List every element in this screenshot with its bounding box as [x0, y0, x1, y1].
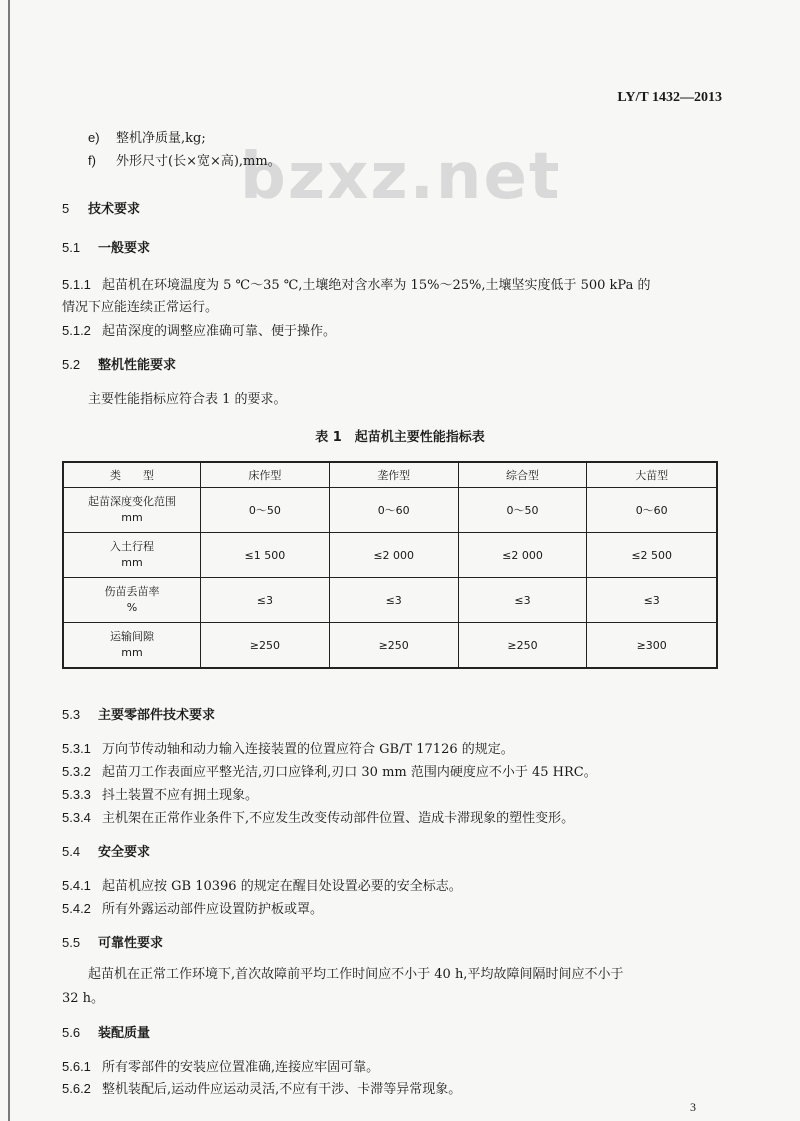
list-text: 整机净质量,kg; [116, 131, 206, 146]
standard-number: LY/T 1432—2013 [617, 90, 722, 105]
section-heading-5-6: 5.6 装配质量 [62, 1025, 151, 1041]
performance-table [62, 461, 718, 669]
clause-5-3-1: 5.3.1 万向节传动轴和动力输入连接装置的位置应符合 GB/T 17126 的规定。 [62, 741, 514, 757]
row-header: 伤苗丢苗率 % [63, 578, 201, 623]
row-header: 起苗深度变化范围 mm [63, 488, 201, 533]
table-cell: ≤2 500 [587, 533, 717, 578]
table-header-cell: 垄作型 [329, 462, 458, 488]
scan-edge-rule [8, 0, 10, 1121]
clause-5-4-1: 5.4.1 起苗机应按 GB 10396 的规定在醒目处设置必要的安全标志。 [62, 878, 462, 894]
section-heading-5-5: 5.5 可靠性要求 [62, 935, 164, 951]
table-cell: ≤3 [458, 578, 587, 623]
clause-5-1-2: 5.1.2 起苗深度的调整应准确可靠、便于操作。 [62, 323, 337, 339]
clause-5-4-2: 5.4.2 所有外露运动部件应设置防护板或罩。 [62, 901, 324, 917]
row-header: 入土行程 mm [63, 533, 201, 578]
section-heading-5-1: 5.1 一般要求 [62, 240, 151, 256]
clause-5-6-1: 5.6.1 所有零部件的安装应位置准确,连接应牢固可靠。 [62, 1059, 380, 1075]
table-cell: ≥250 [329, 623, 458, 669]
clause-5-1-1: 5.1.1 起苗机在环境温度为 5 ℃～35 ℃,土壤绝对含水率为 15%～25%,土壤坚实度低于 500 kPa 的 [62, 277, 651, 293]
section-heading-5-3: 5.3 主要零部件技术要求 [62, 707, 216, 723]
table-cell: ≤2 000 [329, 533, 458, 578]
clause-5-1-1-cont: 情况下应能连续正常运行。 [62, 300, 219, 315]
section-heading-5-4: 5.4 安全要求 [62, 844, 151, 860]
clause-5-6-2: 5.6.2 整机装配后,运动件应运动灵活,不应有干涉、卡滞等异常现象。 [62, 1081, 462, 1097]
table-row [63, 578, 717, 623]
table-row [63, 488, 717, 533]
paragraph-5-5: 起苗机在正常工作环境下,首次故障前平均工作时间应不小于 40 h,平均故障间隔时间应不小于 [88, 967, 624, 982]
table-cell: ≤3 [587, 578, 717, 623]
list-item-e [88, 129, 722, 148]
list-item-f [88, 152, 722, 171]
table-cell: ≤3 [329, 578, 458, 623]
table-cell: ≤1 500 [201, 533, 330, 578]
page-number: 3 [690, 1100, 696, 1114]
table-cell: ≥250 [201, 623, 330, 669]
list-marker: e) [88, 130, 100, 145]
table-cell: 0～50 [201, 488, 330, 533]
list-marker: f) [88, 153, 96, 168]
clause-5-3-2: 5.3.2 起苗刀工作表面应平整光洁,刃口应锋利,刃口 30 mm 范围内硬度应不小于 45 HRC。 [62, 764, 597, 780]
table-header-cell: 综合型 [458, 462, 587, 488]
table-header-cell: 大苗型 [587, 462, 717, 488]
table-row [63, 533, 717, 578]
paragraph-5-5-cont: 32 h。 [62, 991, 105, 1006]
row-header: 运输间隙 mm [63, 623, 201, 669]
clause-5-3-4: 5.3.4 主机架在正常作业条件下,不应发生改变传动部件位置、造成卡滞现象的塑性变形。 [62, 810, 575, 826]
watermark: bzxz.net [240, 140, 562, 214]
table-cell: ≥300 [587, 623, 717, 669]
table-header-cell: 床作型 [201, 462, 330, 488]
section-heading-5-2: 5.2 整机性能要求 [62, 357, 177, 373]
table-cell: 0～60 [587, 488, 717, 533]
table-cell: ≤2 000 [458, 533, 587, 578]
table-header-row [63, 462, 717, 488]
table-row [63, 623, 717, 669]
section-heading-5: 5 技术要求 [62, 201, 141, 217]
table-cell: 0～50 [458, 488, 587, 533]
list-text: 外形尺寸(长×宽×高),mm。 [116, 154, 281, 169]
table-cell: 0～60 [329, 488, 458, 533]
table-caption: 表 1 起苗机主要性能指标表 [315, 430, 485, 445]
paragraph-5-2: 主要性能指标应符合表 1 的要求。 [88, 392, 287, 407]
table-header-cell: 类 型 [63, 462, 201, 488]
table-cell: ≤3 [201, 578, 330, 623]
table-cell: ≥250 [458, 623, 587, 669]
clause-5-3-3: 5.3.3 抖土装置不应有拥土现象。 [62, 787, 259, 803]
